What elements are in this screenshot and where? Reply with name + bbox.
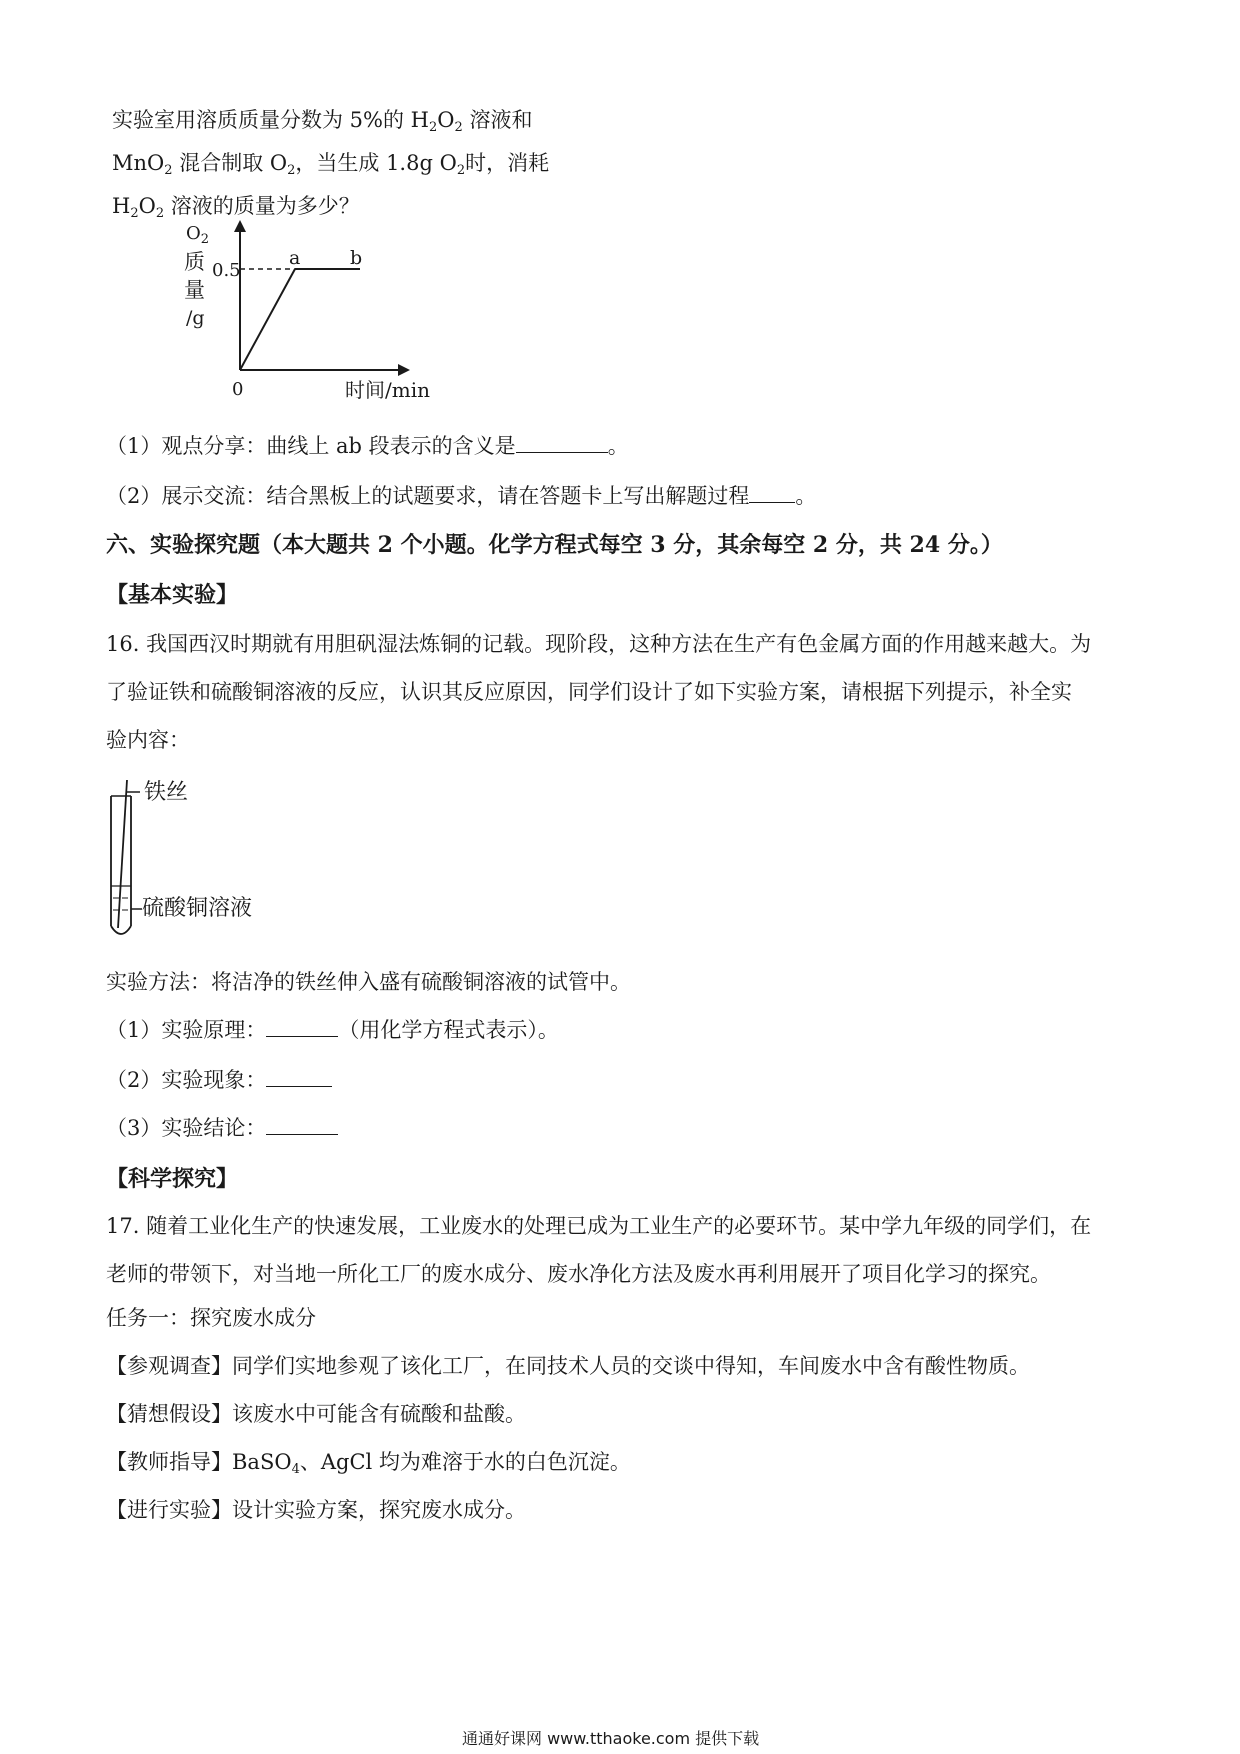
p15-line1: 实验室用溶质质量分数为 5%的 $H_2O_2$ 溶液和 [112,108,533,135]
p17-task1: 任务一：探究废水成分 [106,1306,316,1330]
p15-question-2: （2）展示交流：结合黑板上的试题要求，请在答题卡上写出解题过程 。 [106,484,817,508]
answer-blank [516,434,608,453]
label-copper-sulfate: 硫酸铜溶液 [142,896,253,921]
p16-line3: 验内容： [106,728,190,752]
graph-ylabel-char2: 量 [184,278,205,302]
p17-survey: 【参观调查】同学们实地参观了该化工厂，在同技术人员的交谈中得知，车间废水中含有酸性物质。 [106,1354,1030,1378]
p17-line1: 17. 随着工业化生产的快速发展，工业废水的处理已成为工业生产的必要环节。某中学九年级的同学们，在 [106,1214,1092,1238]
p16-line2: 了验证铁和硫酸铜溶液的反应，认识其反应原因，同学们设计了如下实验方案，请根据下列提示，补全实 [106,680,1072,704]
section-basic-experiment: 【基本实验】 [106,582,239,608]
graph-point-b: b [350,247,363,269]
p16-question-2: （2）实验现象： [106,1066,332,1094]
curve-rising [240,269,295,370]
p16-line1: 16. 我国西汉时期就有用胆矾湿法炼铜的记载。现阶段，这种方法在生产有色金属方面的作用越来越大。为 [106,632,1092,656]
p17-line2: 老师的带领下，对当地一所化工厂的废水成分、废水净化方法及废水再利用展开了项目化学习的探究。 [106,1262,1051,1286]
graph-ylabel-unit: /g [186,307,205,329]
tube-bottom [111,926,131,934]
answer-blank [749,484,795,503]
answer-blank [266,1116,338,1135]
label-iron-wire: 铁丝 [144,780,189,805]
graph-ylabel-o2: $O_2$ [186,223,210,247]
graph-origin-label: 0 [232,379,244,400]
p15-line3: $H_2O_2$ 溶液的质量为多少？ [112,194,360,221]
p17-teacher-guide: 【教师指导】BaSO$_4$、AgCl 均为难溶于水的白色沉淀。 [106,1450,631,1477]
answer-blank [266,1068,332,1087]
p16-question-3: （3）实验结论： [106,1114,338,1142]
p15-line2: MnO$_2$ 混合制取 $O_2$，当生成 1.8g $O_2$时，消耗 [112,151,550,178]
p17-hypothesis: 【猜想假设】该废水中可能含有硫酸和盐酸。 [106,1402,526,1426]
p15-question-1: （1）观点分享：曲线上 ab 段表示的含义是 。 [106,434,629,458]
answer-blank [266,1018,338,1037]
page-footer: 通通好课网 www.tthaoke.com 提供下载 [462,1729,760,1748]
p16-method: 实验方法：将洁净的铁丝伸入盛有硫酸铜溶液的试管中。 [106,970,631,994]
y-axis-arrow [234,220,246,232]
section-6-title: 六、实验探究题（本大题共 2 个小题。化学方程式每空 3 分，其余每空 2 分，共 24 分。） [106,532,1003,558]
o2-mass-graph [180,218,480,408]
test-tube-figure [106,776,306,946]
o2-mass-graph-svg [180,218,480,408]
section-science-inquiry: 【科学探究】 [106,1166,239,1192]
graph-ytick-0.5: 0.5 [212,260,241,281]
x-axis-arrow [398,364,410,376]
graph-point-a: a [289,247,301,269]
graph-ylabel-char1: 质 [184,250,205,274]
iron-wire [118,780,127,928]
graph-xlabel: 时间/min [345,378,430,402]
p17-experiment: 【进行实验】设计实验方案，探究废水成分。 [106,1498,526,1522]
p16-question-1: （1）实验原理： （用化学方程式表示）。 [106,1018,559,1042]
